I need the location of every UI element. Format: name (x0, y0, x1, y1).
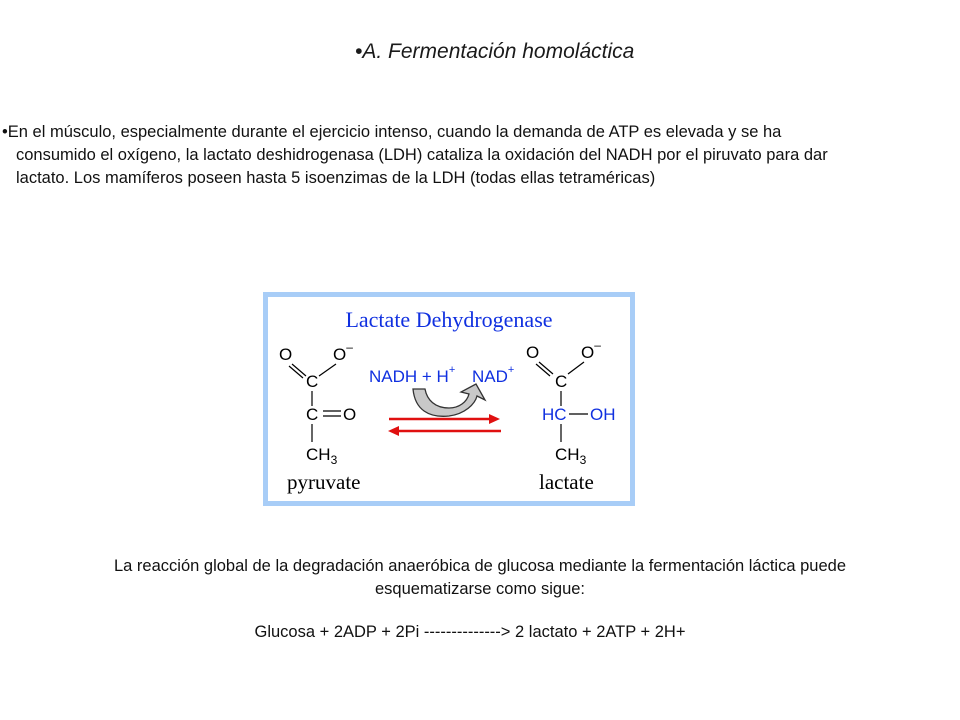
pyruvate-ch3: $CH_3$ (306, 445, 338, 467)
overall-equation: Glucosa + 2ADP + 2Pi --------------> 2 lactato + 2ATP + 2H+ (254, 623, 686, 641)
pyruvate-o-keto: O (343, 405, 357, 424)
cofactors (369, 364, 514, 386)
slide-title: •A. Fermentación homoláctica (355, 40, 635, 63)
cofactor-nadh: NADH + H+ (369, 364, 456, 386)
summary-paragraph (0, 555, 960, 601)
lactate-oh: OH (590, 405, 616, 424)
intro-line-2: consumido el oxígeno, la lactato deshidrogenasa (LDH) cataliza la oxidación del NADH por el piruvato para dar (16, 146, 828, 164)
intro-line-1: •En el músculo, especialmente durante el ejercicio intenso, cuando la demanda de ATP es elevada y se ha (2, 123, 782, 141)
product-name: lactate (539, 470, 594, 494)
pyruvate-o-carbonyl: O (279, 345, 293, 364)
summary-line-2: esquematizarse como sigue: (374, 580, 586, 598)
intro-line-3: lactato. Los mamíferos poseen hasta 5 isoenzimas de la LDH (todas ellas tetraméricas) (16, 169, 656, 187)
pyruvate-o-minus: O– (333, 340, 353, 364)
lactate-o-carbonyl: O (526, 343, 540, 362)
ldh-reaction-diagram (263, 292, 635, 506)
lactate-hc: HC (542, 405, 567, 424)
intro-paragraph (2, 121, 952, 190)
lactate-o-minus: O– (581, 338, 601, 362)
pyruvate-c2: C (306, 405, 319, 424)
diagram-title: Lactate Dehydrogenase (345, 307, 553, 332)
pyruvate-c1: C (306, 372, 319, 391)
reactant-name: pyruvate (287, 470, 361, 494)
lactate-ch3: $CH_3$ (555, 445, 587, 467)
cofactor-nad: NAD+ (472, 364, 515, 386)
summary-line-1: La reacción global de la degradación anaeróbica de glucosa mediante la fermentación láctica puede (114, 557, 846, 575)
lactate-c1: C (555, 372, 568, 391)
